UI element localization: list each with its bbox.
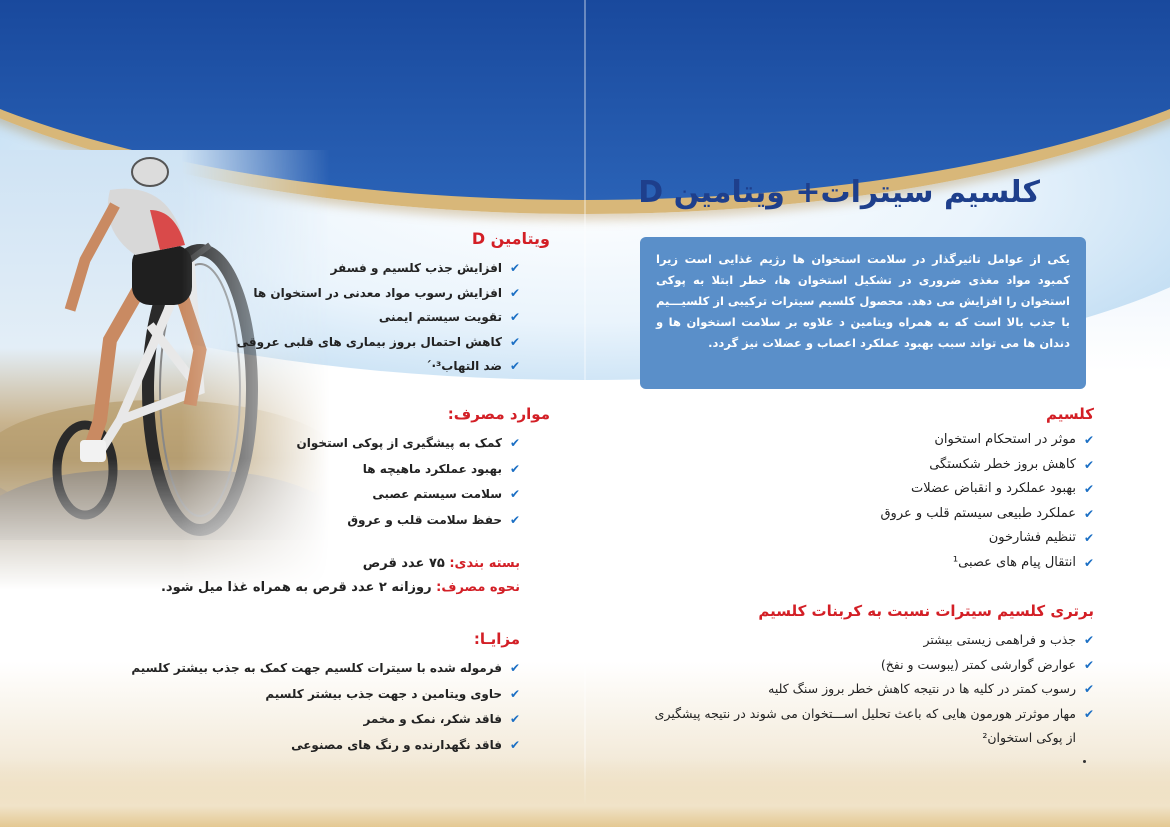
- list-item: ✔ عملکرد طبیعی سیستم قلب و عروق: [880, 502, 1094, 527]
- check-icon: ✔: [1083, 433, 1094, 447]
- check-icon: ✔: [509, 261, 520, 275]
- usage-list: [297, 431, 520, 533]
- check-icon: ✔: [1083, 633, 1094, 647]
- advantage-list: [654, 628, 1094, 751]
- page-title: کلسیم سیترات+ ویتامین D: [638, 175, 1040, 210]
- dosage-line: [161, 580, 520, 595]
- check-icon: ✔: [509, 712, 520, 726]
- check-icon: ✔: [1083, 657, 1094, 672]
- list-item: ✔ فاقد شکر، نمک و مخمر: [131, 707, 520, 733]
- list-item: ✔ سلامت سیستم عصبی: [297, 482, 520, 508]
- list-item: ✔ افزایش جذب کلسیم و فسفر: [237, 256, 520, 281]
- bottom-gold-band: [0, 757, 1170, 827]
- list-item: ✔ مهار موثرتر هورمون هایی که باعث تحلیل اســـتخوان می شوند در نتیجه پیشگیری از پوکی استخوان²: [654, 702, 1094, 751]
- list-item: ✔ تنظیم فشارخون: [880, 526, 1094, 551]
- vitamin-d-list: [237, 256, 520, 379]
- vitamin-d-heading: ویتامین D: [471, 229, 550, 248]
- check-icon: ✔: [1083, 706, 1094, 721]
- check-icon: ✔: [509, 334, 520, 349]
- check-icon: ✔: [509, 661, 520, 675]
- list-item: ✔ حاوی ویتامین د جهت جذب بیشتر کلسیم: [131, 682, 520, 708]
- list-item: ✔ موثر در استحکام استخوان: [880, 428, 1094, 453]
- page-mark: [1083, 760, 1086, 763]
- calcium-list: [880, 428, 1094, 575]
- calcium-heading: کلسیم: [1046, 405, 1094, 423]
- dosage-label: نحوه مصرف:: [436, 580, 520, 595]
- benefits-list: [131, 656, 520, 758]
- list-item: ✔ فرموله شده با سیترات کلسیم جهت کمک به جذب بیشتر کلسیم: [131, 656, 520, 682]
- check-icon: ✔: [509, 487, 520, 501]
- check-icon: ✔: [1083, 482, 1094, 496]
- dosage-value: روزانه ۲ عدد قرص به همراه غذا میل شود.: [160, 580, 437, 595]
- list-item: ✔ کاهش احتمال بروز بیماری های قلبی عروقی: [237, 330, 520, 355]
- page-fold: [584, 0, 586, 827]
- list-item: ✔ رسوب کمتر در کلیه ها در نتیجه کاهش خطر بروز سنگ کلیه: [654, 677, 1094, 702]
- packaging-line: [363, 556, 520, 571]
- intro-box: یکی از عوامل تاثیرگذار در سلامت استخوان ها رژیم غذایی است زیرا کمبود مواد مغذی ضروری در تشکیل استخوان ها، خطر ابتلا به پوکی استخوان را افزایش می دهد. محصول کلسیم سیترات ترکیبی از کلسیـــیم با جذب بالا است که به همراه ویتامین د علاوه بر سلامت استخوان ها و دندان ها می تواند سبب بهبود عملکرد اعصاب و عضلات نیز گردد.: [640, 237, 1086, 389]
- list-item: ✔ ضد التهاب³·´: [237, 354, 520, 379]
- benefits-heading: مزایـا:: [473, 630, 520, 648]
- list-item: ✔ حفظ سلامت قلب و عروق: [297, 508, 520, 534]
- check-icon: ✔: [509, 512, 520, 527]
- list-item: ✔ بهبود عملکرد ماهیچه ها: [297, 457, 520, 483]
- check-icon: ✔: [509, 686, 520, 701]
- check-icon: ✔: [1083, 531, 1094, 545]
- list-item: ✔ جذب و فراهمی زیستی بیشتر: [654, 628, 1094, 653]
- packaging-label: بسته بندی:: [449, 556, 520, 571]
- check-icon: ✔: [509, 310, 520, 324]
- usage-heading: موارد مصرف:: [447, 405, 550, 423]
- list-item: ✔ افزایش رسوب مواد معدنی در استخوان ها: [237, 281, 520, 306]
- advantage-heading: برتری کلسیم سیترات نسبت به کربنات کلسیم: [758, 602, 1094, 620]
- check-icon: ✔: [509, 737, 520, 752]
- check-icon: ✔: [509, 461, 520, 476]
- check-icon: ✔: [1083, 555, 1094, 570]
- list-item: ✔ تقویت سیستم ایمنی: [237, 305, 520, 330]
- list-item: ✔ بهبود عملکرد و انقباض عضلات: [880, 477, 1094, 502]
- list-item: ✔ کمک به پیشگیری از پوکی استخوان: [297, 431, 520, 457]
- check-icon: ✔: [1083, 457, 1094, 472]
- check-icon: ✔: [1083, 682, 1094, 696]
- check-icon: ✔: [509, 285, 520, 300]
- packaging-value: ۷۵ عدد قرص: [362, 556, 450, 571]
- list-item: ✔ انتقال پیام های عصبی¹: [880, 551, 1094, 576]
- list-item: ✔ کاهش بروز خطر شکستگی: [880, 453, 1094, 478]
- list-item: ✔ عوارض گوارشی کمتر (یبوست و نفخ): [654, 653, 1094, 678]
- check-icon: ✔: [1083, 506, 1094, 521]
- check-icon: ✔: [509, 359, 520, 373]
- check-icon: ✔: [509, 436, 520, 450]
- list-item: ✔ فاقد نگهدارنده و رنگ های مصنوعی: [131, 733, 520, 759]
